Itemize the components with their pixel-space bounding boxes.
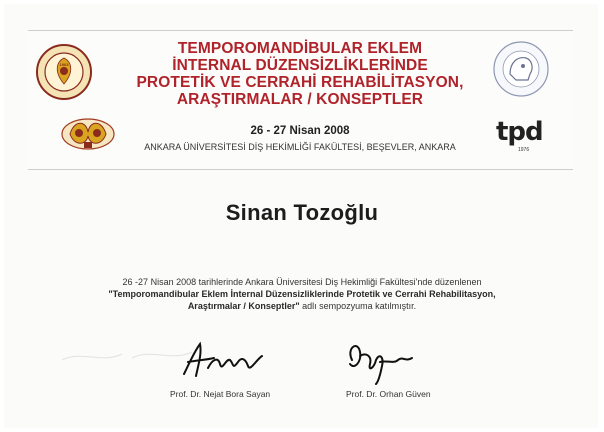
faculty-seal-text [34, 42, 35, 43]
tpd-logo-text: tpd [496, 117, 543, 147]
tpd-logo [496, 118, 546, 158]
title-line-1: TEMPOROMANDİBULAR EKLEM [177, 40, 423, 57]
society-emblem-logo [60, 112, 116, 152]
body-line-2-bold: "Temporomandibular Eklem İnternal Düzensizliklerinde Protetik ve Cerrahi Rehabilitasyon, [108, 289, 496, 299]
body-line-1: 26 -27 Nisan 2008 tarihlerinde Ankara Üniversitesi Diş Hekimliği Fakültesi'nde düzenlenen [122, 277, 482, 287]
certificate-body [40, 276, 564, 312]
title-line-3: PROTETİK VE CERRAHİ REHABİLİTASYON, [136, 74, 464, 91]
faculty-seal-logo [34, 42, 94, 102]
right-signatory-name: Prof. Dr. Orhan Güven [346, 389, 431, 399]
symposium-title [125, 40, 475, 108]
event-venue: ANKARA ÜNİVERSİTESİ DİŞ HEKİMLİĞİ FAKÜLTESİ, BEŞEVLER, ANKARA [144, 142, 456, 152]
event-date: 26 - 27 Nisan 2008 [250, 125, 350, 137]
european-association-text [492, 40, 493, 41]
body-line-2 [40, 288, 564, 300]
left-signatory-name: Prof. Dr. Nejat Bora Sayan [170, 389, 271, 399]
left-signature-image [178, 338, 268, 380]
body-line-3 [40, 300, 564, 312]
faculty-seal-year: 1963 [59, 62, 69, 67]
body-line-3-bold: Araştırmalar / Konseptler" [187, 301, 300, 311]
right-signature-image [340, 338, 420, 386]
recipient-name: Sinan Tozoğlu [225, 200, 379, 225]
body-line-3-rest: adlı sempozyuma katılmıştır. [299, 301, 417, 311]
title-line-2: İNTERNAL DÜZENSİZLİKLERİNDE [172, 57, 428, 74]
european-association-logo [492, 40, 550, 98]
tpd-logo-year: 1976 [518, 147, 530, 153]
title-line-4: ARAŞTIRMALAR / KONSEPTLER [176, 91, 424, 108]
